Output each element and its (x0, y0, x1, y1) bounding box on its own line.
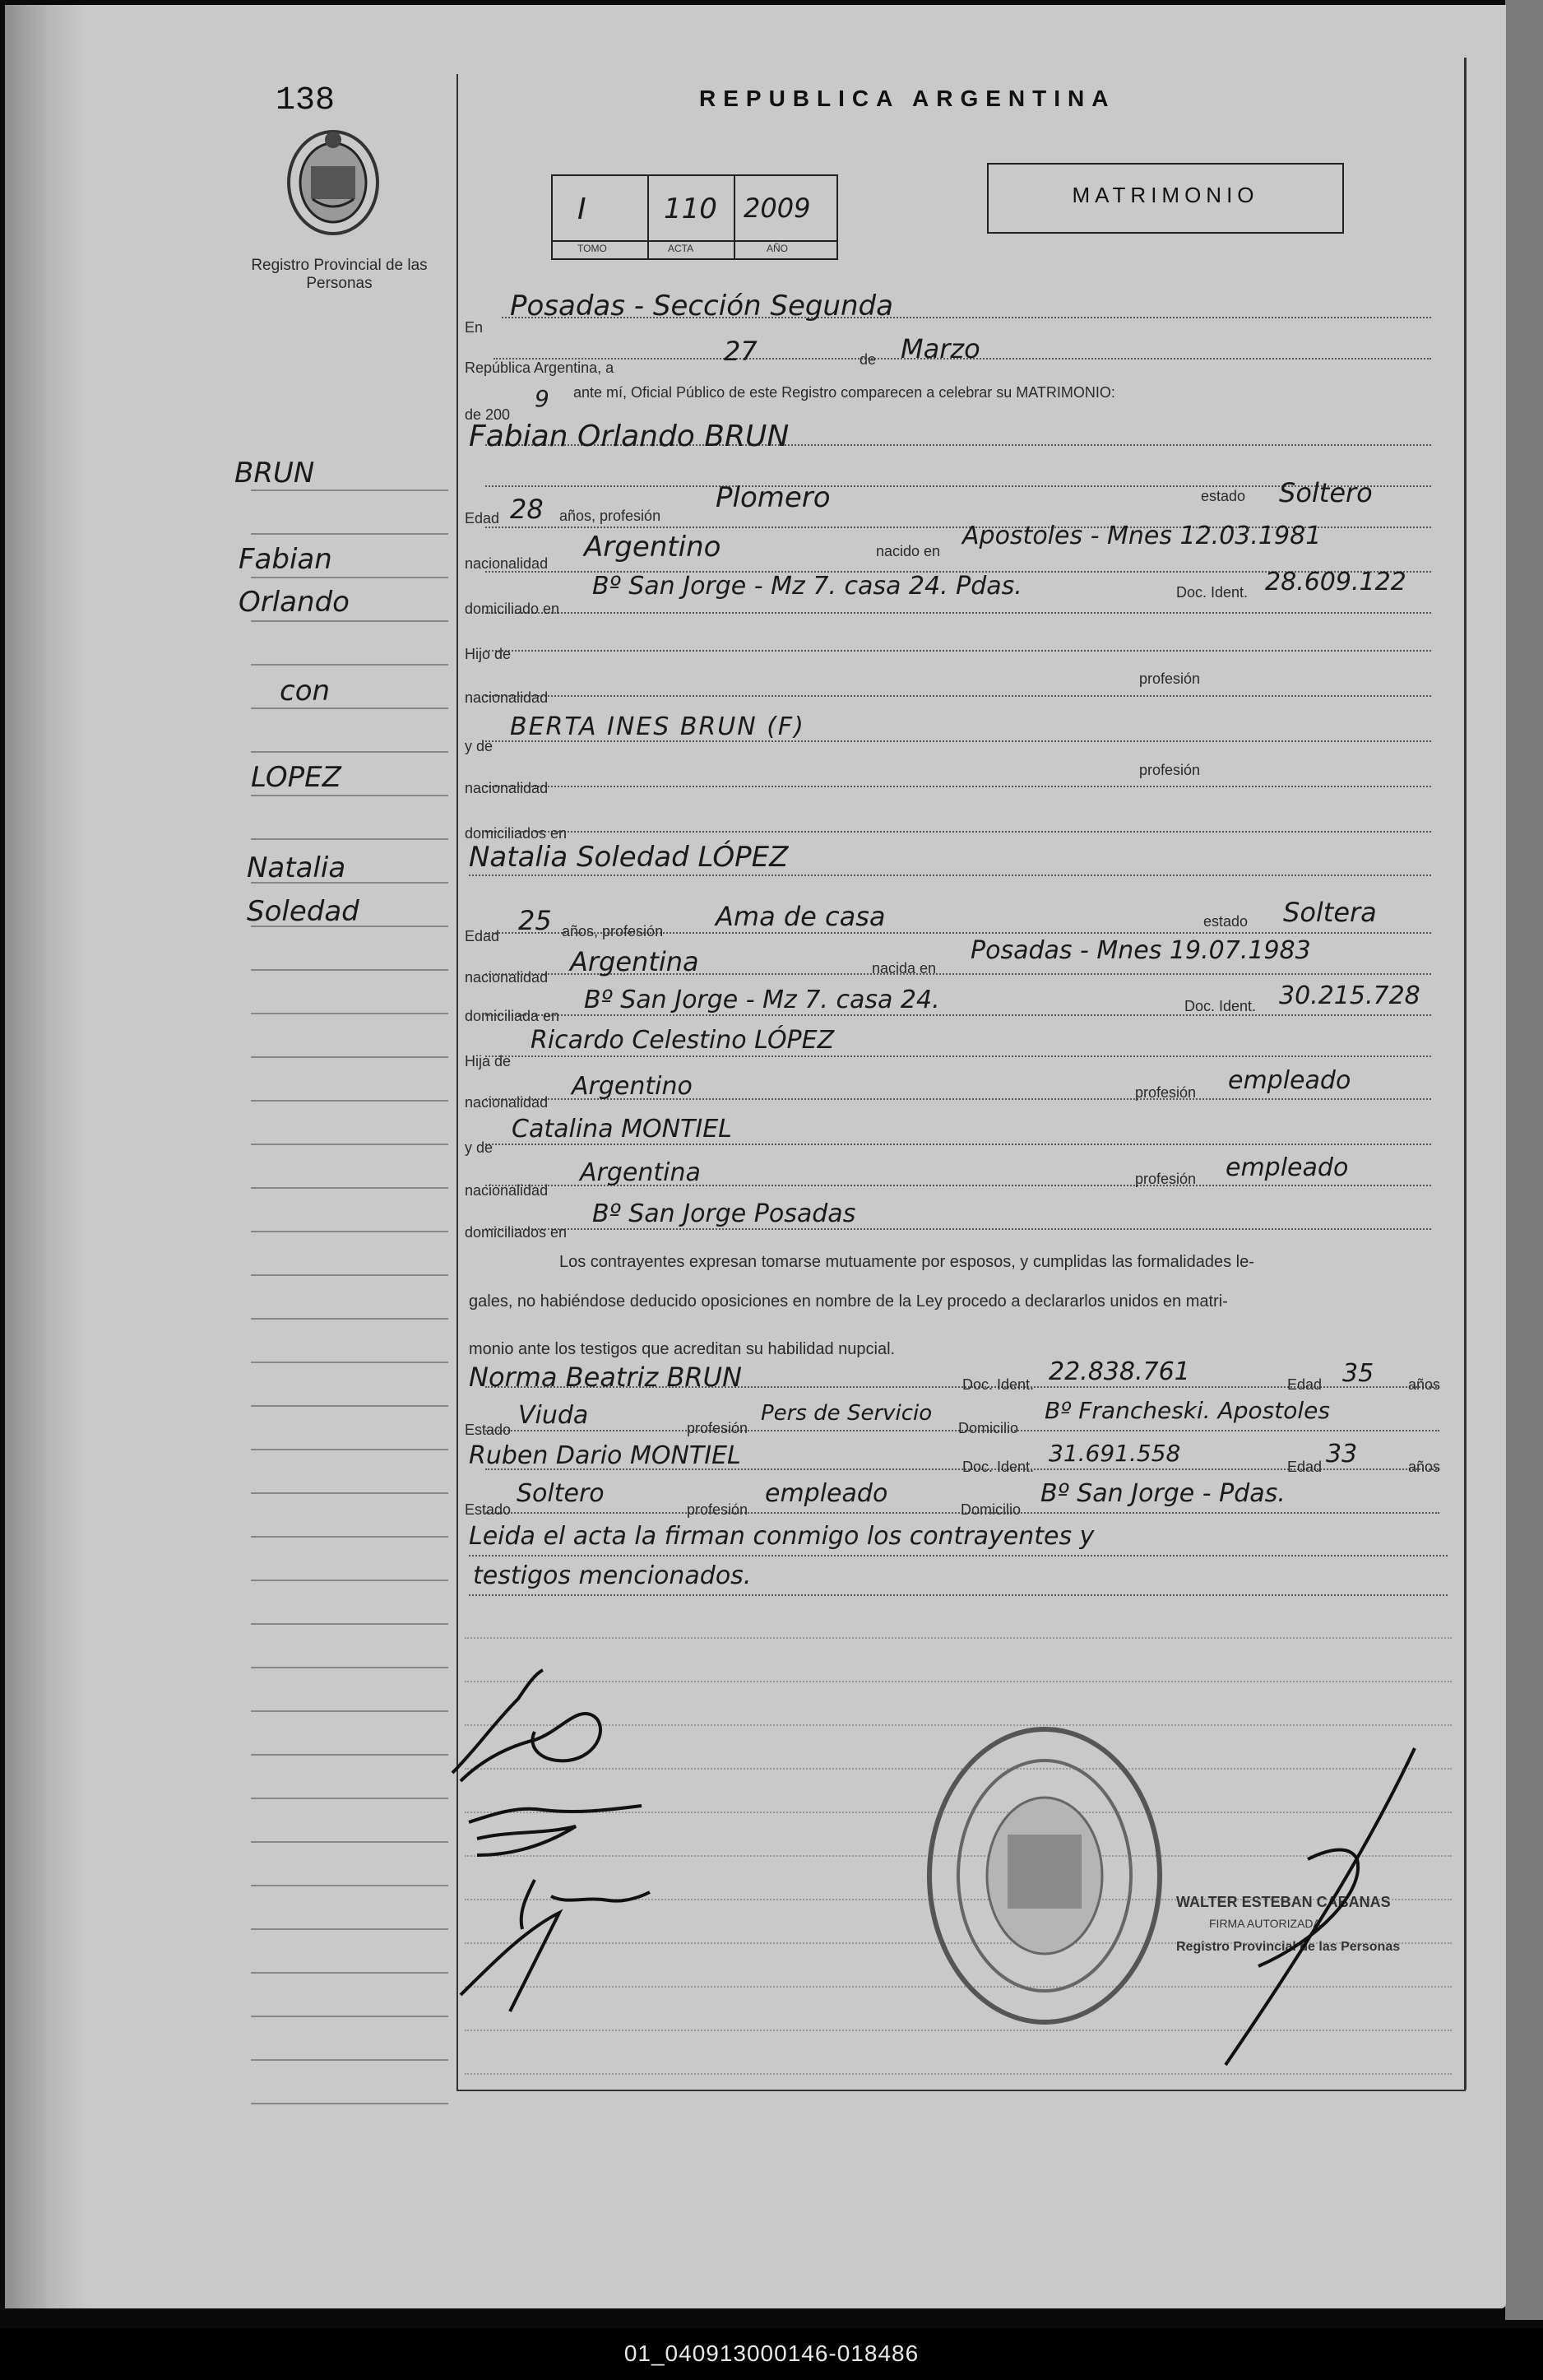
bride-age: 25 (518, 905, 552, 936)
country-heading: REPUBLICA ARGENTINA (699, 86, 1116, 111)
bride-father: Ricardo Celestino LÓPEZ (531, 1026, 835, 1055)
bride-profession: Ama de casa (716, 901, 886, 932)
closing-line-1: Leida el acta la firman conmigo los contrayentes y (469, 1522, 1095, 1551)
bride-marital-status: Soltera (1283, 897, 1377, 928)
label-estado-groom: estado (1201, 488, 1246, 504)
margin-ruled-line (251, 1972, 448, 1974)
margin-ruled-line (251, 1623, 448, 1625)
groom-address: Bº San Jorge - Mz 7. casa 24. Pdas. (592, 572, 1022, 601)
page-number: 138 (276, 82, 336, 119)
margin-ruled-line (251, 2059, 448, 2061)
label-y-de-bride: y de (465, 1139, 493, 1156)
witness1-status: Viuda (518, 1401, 589, 1430)
margin-ruled-line (251, 1841, 448, 1843)
margin-ruled-line (251, 1144, 448, 1145)
label-y-de: y de (465, 738, 493, 754)
bride-mother-profession: empleado (1226, 1153, 1349, 1182)
label-edad-w1: Edad (1287, 1376, 1323, 1393)
label-estado-w1: Estado (465, 1422, 512, 1438)
label-profesion-bride-mother: profesión (1135, 1171, 1197, 1187)
box-divider (647, 176, 649, 258)
blank-ruled-line (465, 2073, 1452, 2075)
label-profesion-father: profesión (1139, 670, 1201, 687)
right-frame-line (1464, 58, 1467, 2090)
acta-value: 110 (664, 193, 717, 225)
label-domicilio-w2: Domicilio (961, 1501, 1022, 1518)
writing-line (469, 875, 1431, 876)
margin-ruled-line (251, 1318, 448, 1320)
anio-label: AÑO (767, 243, 789, 254)
margin-ruled-line (251, 838, 448, 840)
label-hijo-de: Hijo de (465, 646, 512, 662)
groom-nationality: Argentino (584, 531, 721, 564)
label-profesion-w2: profesión (687, 1501, 748, 1518)
witness2-age: 33 (1326, 1440, 1358, 1468)
margin-ruled-line (251, 1056, 448, 1058)
bride-name: Natalia Soledad LÓPEZ (469, 841, 789, 874)
margin-ruled-line (251, 1667, 448, 1668)
blank-ruled-line (465, 1637, 1452, 1639)
label-domicilio-w1: Domicilio (958, 1420, 1019, 1436)
margin-ruled-line (251, 664, 448, 666)
margin-ruled-line (251, 969, 448, 971)
bottom-frame-line (456, 2090, 1466, 2091)
paragraph-line-3: monio ante los testigos que acreditan su habilidad nupcial. (469, 1340, 896, 1358)
province-coat-of-arms-icon (280, 123, 387, 239)
groom-mother: BERTA INES BRUN (F) (510, 712, 805, 741)
label-nacionalidad-father: nacionalidad (465, 689, 549, 706)
margin-ruled-line (251, 1710, 448, 1712)
margin-ruled-line (251, 795, 448, 796)
witness2-profession: empleado (765, 1479, 888, 1508)
label-republica: República Argentina, a (465, 360, 614, 376)
label-nacionalidad-mother: nacionalidad (465, 780, 549, 796)
label-nacionalidad-bride: nacionalidad (465, 969, 549, 986)
official-signature-icon (1209, 1744, 1423, 2073)
day-value: 27 (724, 336, 758, 367)
margin-ruled-line (251, 1754, 448, 1756)
label-en: En (465, 319, 484, 336)
margin-ruled-line (251, 1492, 448, 1494)
margin-surname: BRUN (234, 457, 315, 489)
label-edad-bride: Edad (465, 928, 500, 944)
writing-line (485, 786, 1431, 787)
label-nacionalidad-groom: nacionalidad (465, 555, 549, 572)
bride-doc: 30.215.728 (1279, 981, 1420, 1010)
paragraph-line-1: Los contrayentes expresan tomarse mutuamente por esposos, y cumplidas las formalidades le- (559, 1253, 1254, 1271)
label-domiciliado-en: domiciliado en (465, 601, 560, 617)
bride-address: Bº San Jorge - Mz 7. casa 24. (584, 986, 940, 1014)
label-nacionalidad-bride-mother: nacionalidad (465, 1182, 549, 1199)
label-de-year: de 200 (465, 406, 511, 423)
margin-given-name-3: Natalia (247, 851, 346, 884)
bride-birth: Posadas - Mnes 19.07.1983 (971, 936, 1311, 965)
box-divider (734, 176, 735, 258)
groom-marital-status: Soltero (1279, 477, 1373, 508)
witness2-status: Soltero (517, 1479, 605, 1508)
margin-ruled-line (251, 1362, 448, 1363)
writing-line (485, 695, 1431, 697)
label-doc-w1: Doc. Ident. (962, 1376, 1035, 1393)
writing-line (485, 1228, 1431, 1230)
anio-value: 2009 (744, 193, 811, 224)
margin-ruled-line (251, 1536, 448, 1538)
act-type-box (987, 163, 1344, 234)
margin-ruled-line (251, 1885, 448, 1886)
label-domiciliada-en: domiciliada en (465, 1008, 560, 1024)
official-seal-icon (921, 1719, 1168, 2032)
margin-given-name-1: Fabian (239, 543, 332, 576)
acta-label: ACTA (668, 243, 694, 254)
margin-ruled-line (251, 751, 448, 753)
label-nacionalidad-bride-father: nacionalidad (465, 1094, 549, 1111)
margin-given-name-4: Soledad (247, 895, 359, 928)
margin-ruled-line (251, 1405, 448, 1407)
official-role: FIRMA AUTORIZADA (1209, 1917, 1321, 1930)
margin-ruled-line (251, 1928, 448, 1930)
margin-ruled-line (251, 1231, 448, 1232)
margin-ruled-line (251, 489, 448, 491)
box-divider (553, 240, 836, 242)
groom-birth: Apostoles - Mnes 12.03.1981 (962, 522, 1322, 550)
book-edge (1505, 0, 1543, 2320)
label-domiciliados-en-bride: domiciliados en (465, 1224, 568, 1241)
label-anos-profesion-bride: años, profesión (562, 923, 664, 939)
margin-given-name-2: Orlando (239, 586, 350, 619)
groom-age: 28 (510, 494, 544, 525)
tomo-label: TOMO (577, 243, 607, 254)
writing-line (485, 1144, 1431, 1145)
margin-ruled-line (251, 1100, 448, 1102)
margin-ruled-line (251, 1274, 448, 1276)
label-hija-de: Hija de (465, 1053, 512, 1069)
label-domiciliados-en: domiciliados en (465, 825, 568, 842)
label-profesion-w1: profesión (687, 1420, 748, 1436)
tomo-acta-anio-box (551, 174, 838, 260)
bride-parents-address: Bº San Jorge Posadas (592, 1199, 856, 1228)
bride-father-profession: empleado (1228, 1066, 1351, 1095)
witness1-doc: 22.838.761 (1049, 1357, 1190, 1386)
page-spine-shadow (5, 5, 87, 2308)
witness1-profession: Pers de Servicio (761, 1401, 933, 1426)
margin-ruled-line (251, 1798, 448, 1799)
label-estado-w2: Estado (465, 1501, 512, 1518)
writing-line (485, 1014, 1431, 1016)
official-name: WALTER ESTEBAN CABANAS (1176, 1894, 1391, 1910)
closing-line-2: testigos mencionados. (473, 1561, 752, 1590)
bride-father-nationality: Argentino (572, 1072, 693, 1101)
witness1-name: Norma Beatriz BRUN (469, 1362, 742, 1393)
writing-line (469, 1594, 1448, 1596)
act-type-label: MATRIMONIO (1072, 183, 1259, 207)
label-nacida-en: nacida en (872, 960, 937, 977)
label-anos-w1: años (1408, 1376, 1441, 1393)
witness1-address: Bº Francheski. Apostoles (1045, 1397, 1330, 1424)
margin-ruled-line (251, 708, 448, 709)
official-office: Registro Provincial de las Personas (1176, 1940, 1401, 1954)
label-doc-w2: Doc. Ident. (962, 1459, 1035, 1475)
witness2-name: Ruben Dario MONTIEL (469, 1441, 741, 1470)
place-value: Posadas - Sección Segunda (510, 290, 893, 322)
month-value: Marzo (901, 333, 980, 364)
margin-ruled-line (251, 2016, 448, 2017)
tomo-value: I (577, 193, 586, 226)
writing-line (469, 1555, 1448, 1557)
signatures-icon (444, 1649, 658, 2044)
writing-line (485, 650, 1431, 652)
bride-mother: Catalina MONTIEL (512, 1115, 732, 1144)
margin-ruled-line (251, 1449, 448, 1450)
groom-name: Fabian Orlando BRUN (469, 420, 790, 453)
year-digit-value: 9 (535, 385, 549, 412)
registry-name: Registro Provincial de las Personas (251, 257, 428, 292)
witness2-doc: 31.691.558 (1049, 1440, 1181, 1467)
label-anos-profesion-groom: años, profesión (559, 508, 661, 524)
label-de: de (860, 351, 877, 368)
label-edad-w2: Edad (1287, 1459, 1323, 1475)
margin-surname-2: LOPEZ (251, 761, 341, 794)
margin-conjunction: con (280, 675, 331, 708)
margin-ruled-line (251, 620, 448, 622)
witness1-age: 35 (1342, 1359, 1374, 1388)
margin-ruled-line (251, 1013, 448, 1014)
margin-ruled-line (251, 533, 448, 535)
label-profesion-bride-father: profesión (1135, 1084, 1197, 1101)
label-anos-w2: años (1408, 1459, 1441, 1475)
label-edad-groom: Edad (465, 510, 500, 527)
margin-ruled-line (251, 2103, 448, 2104)
label-doc-bride: Doc. Ident. (1184, 998, 1257, 1014)
writing-line (485, 1055, 1431, 1057)
writing-line (485, 831, 1431, 833)
label-nacido-en: nacido en (876, 543, 941, 559)
groom-profession: Plomero (716, 481, 831, 514)
witness2-address: Bº San Jorge - Pdas. (1040, 1479, 1286, 1508)
image-id-label: 01_040913000146-018486 (623, 2341, 920, 2366)
intro-text: ante mí, Oficial Público de este Registro comparecen a celebrar su MATRIMONIO: (573, 384, 1115, 401)
groom-doc: 28.609.122 (1265, 568, 1406, 596)
writing-line (485, 612, 1431, 614)
label-doc-groom: Doc. Ident. (1176, 584, 1249, 601)
paragraph-line-2: gales, no habiéndose deducido oposiciones en nombre de la Ley procedo a declararlos unidos en matri- (469, 1292, 1228, 1311)
label-estado-bride: estado (1203, 913, 1249, 930)
margin-ruled-line (251, 577, 448, 578)
margin-ruled-line (251, 1187, 448, 1189)
margin-ruled-line (251, 1580, 448, 1581)
bride-nationality: Argentina (570, 946, 699, 977)
label-profesion-mother: profesión (1139, 762, 1201, 778)
bride-mother-nationality: Argentina (580, 1158, 701, 1187)
